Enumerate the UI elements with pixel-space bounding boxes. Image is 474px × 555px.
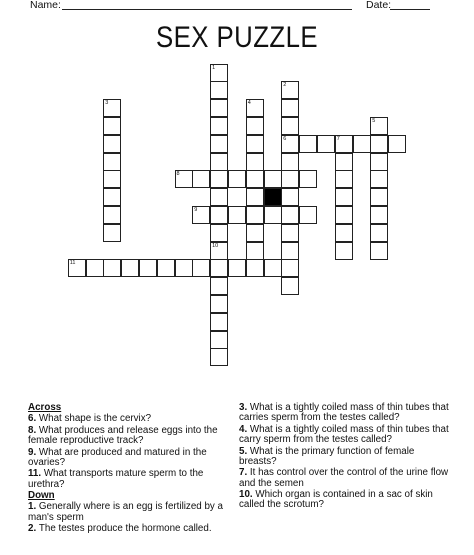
grid-cell[interactable] <box>246 117 264 135</box>
grid-cell[interactable] <box>103 153 121 171</box>
grid-cell[interactable] <box>103 259 121 277</box>
clue-item <box>239 425 451 446</box>
grid-cell[interactable] <box>353 135 371 153</box>
grid-cell[interactable] <box>192 170 210 188</box>
grid-cell[interactable] <box>210 242 228 260</box>
grid-cell[interactable] <box>139 259 157 277</box>
grid-cell[interactable] <box>210 81 228 99</box>
grid-cell[interactable] <box>246 259 264 277</box>
clue-number: 4 <box>247 100 251 107</box>
clue-number: 8 <box>176 171 180 178</box>
grid-cell[interactable] <box>281 224 299 242</box>
grid-cell[interactable] <box>68 259 86 277</box>
clue-item-text: What are produced and matured in the ovaries? <box>28 446 207 468</box>
grid-cell[interactable] <box>264 259 282 277</box>
grid-cell[interactable] <box>299 170 317 188</box>
grid-cell[interactable] <box>228 259 246 277</box>
grid-cell[interactable] <box>246 153 264 171</box>
grid-cell[interactable] <box>103 188 121 206</box>
grid-cell[interactable] <box>264 170 282 188</box>
clue-item <box>28 448 228 469</box>
grid-cell[interactable] <box>210 277 228 295</box>
grid-cell[interactable] <box>246 206 264 224</box>
grid-cell[interactable] <box>121 259 139 277</box>
grid-cell[interactable] <box>246 170 264 188</box>
clue-item-number: 9. <box>28 446 39 458</box>
clue-item-text: What is the primary function of female breasts? <box>239 445 415 467</box>
clue-number: 9 <box>194 206 198 213</box>
grid-cell[interactable] <box>246 188 264 206</box>
clue-item <box>239 403 451 424</box>
clue-item-number: 5. <box>239 445 250 457</box>
down-heading: Down <box>28 490 55 502</box>
grid-cell[interactable] <box>157 259 175 277</box>
grid-cell[interactable] <box>388 135 406 153</box>
clue-item-number: 2. <box>28 523 39 535</box>
clue-item-text: The testes produce the hormone called. <box>38 523 212 535</box>
grid-cell[interactable] <box>281 81 299 99</box>
clue-item-number: 10. <box>239 489 256 501</box>
grid-cell[interactable] <box>370 206 388 224</box>
grid-cell[interactable] <box>103 206 121 224</box>
clue-number: 3 <box>105 100 109 107</box>
name-label: Name: <box>30 0 61 11</box>
clue-item-number: 3. <box>239 402 250 413</box>
grid-cell[interactable] <box>370 224 388 242</box>
clue-item-number: 4. <box>239 423 250 435</box>
grid-cell[interactable] <box>281 277 299 295</box>
clue-item <box>28 414 228 424</box>
clue-item <box>28 426 228 447</box>
across-clue-list <box>28 414 228 490</box>
grid-cell[interactable] <box>246 135 264 153</box>
clue-item <box>239 447 451 468</box>
grid-cell[interactable] <box>335 242 353 260</box>
grid-cell[interactable] <box>210 64 228 82</box>
grid-cell[interactable] <box>335 170 353 188</box>
grid-cell[interactable] <box>192 206 210 224</box>
grid-cell[interactable] <box>246 224 264 242</box>
grid-cell[interactable] <box>210 117 228 135</box>
grid-cell[interactable] <box>228 206 246 224</box>
grid-cell[interactable] <box>175 259 193 277</box>
grid-cell[interactable] <box>210 99 228 117</box>
across-heading: Across <box>28 402 62 413</box>
clue-number: 6 <box>283 135 287 142</box>
clue-item <box>239 468 451 489</box>
grid-cell[interactable] <box>103 117 121 135</box>
grid-cell[interactable] <box>210 295 228 313</box>
puzzle-title: SEX PUZZLE <box>155 21 319 54</box>
clue-item <box>28 524 228 534</box>
grid-cell[interactable] <box>175 170 193 188</box>
grid-cell[interactable] <box>210 331 228 349</box>
grid-cell[interactable] <box>210 259 228 277</box>
grid-cell[interactable] <box>210 188 228 206</box>
grid-cell[interactable] <box>370 117 388 135</box>
grid-cell[interactable] <box>103 170 121 188</box>
grid-cell[interactable] <box>281 206 299 224</box>
clue-number: 1 <box>212 64 216 71</box>
clue-item-number: 6. <box>28 413 39 425</box>
grid-cell[interactable] <box>370 188 388 206</box>
grid-cell[interactable] <box>281 153 299 171</box>
clues-left-column <box>28 403 228 536</box>
grid-cell[interactable] <box>210 206 228 224</box>
grid-cell[interactable] <box>86 259 104 277</box>
grid-cell[interactable] <box>335 206 353 224</box>
clue-item-text: What shape is the cervix? <box>38 413 152 425</box>
black-grid-cell <box>264 188 282 206</box>
grid-cell[interactable] <box>228 170 246 188</box>
grid-cell[interactable] <box>335 135 353 153</box>
grid-cell[interactable] <box>299 206 317 224</box>
clue-item <box>28 469 228 490</box>
down-clue-list-right <box>239 403 451 511</box>
clue-number: 11 <box>69 260 76 267</box>
grid-cell[interactable] <box>210 348 228 366</box>
grid-cell[interactable] <box>246 99 264 117</box>
grid-cell[interactable] <box>281 135 299 153</box>
grid-cell[interactable] <box>210 153 228 171</box>
grid-cell[interactable] <box>210 170 228 188</box>
clue-item-number: 7. <box>239 467 250 479</box>
clue-number: 2 <box>283 82 287 89</box>
grid-cell[interactable] <box>335 153 353 171</box>
grid-cell[interactable] <box>281 99 299 117</box>
clue-item-number: 11. <box>28 468 44 480</box>
clue-item <box>28 502 228 523</box>
grid-cell[interactable] <box>210 135 228 153</box>
grid-cell[interactable] <box>281 188 299 206</box>
clue-item-text: Generally where is an egg is fertilized by a man's sperm <box>28 501 223 523</box>
grid-cell[interactable] <box>281 170 299 188</box>
grid-cell[interactable] <box>103 224 121 242</box>
clue-item <box>239 490 451 511</box>
clue-item-text: What transports mature sperm to the urethra? <box>28 468 204 490</box>
clue-item-text: Which organ is contained in a sac of skin called the scrotum? <box>239 489 433 511</box>
clue-item-text: What produces and release eggs into the female reproductive track? <box>28 424 218 447</box>
grid-cell[interactable] <box>370 135 388 153</box>
grid-cell[interactable] <box>335 224 353 242</box>
down-clue-list-left <box>28 502 228 534</box>
grid-cell[interactable] <box>103 135 121 153</box>
grid-cell[interactable] <box>192 259 210 277</box>
grid-cell[interactable] <box>210 313 228 331</box>
clue-number: 5 <box>372 117 376 124</box>
grid-cell[interactable] <box>370 242 388 260</box>
clue-item-text: It has control over the control of the urine flow and the semen <box>239 467 449 489</box>
clues-right-column <box>239 403 451 512</box>
grid-cell[interactable] <box>335 188 353 206</box>
grid-cell[interactable] <box>264 206 282 224</box>
grid-cell[interactable] <box>210 224 228 242</box>
grid-cell[interactable] <box>281 259 299 277</box>
clue-number: 7 <box>336 135 340 142</box>
grid-cell[interactable] <box>246 242 264 260</box>
grid-cell[interactable] <box>281 117 299 135</box>
grid-cell[interactable] <box>299 135 317 153</box>
clue-item-text: What is a tightly coiled mass of thin tubes that carry sperm from the testes called? <box>239 423 449 446</box>
clue-item-text: What is a tightly coiled mass of thin tubes that carries sperm from the testes called? <box>239 402 449 424</box>
clue-number: 10 <box>212 242 219 249</box>
grid-cell[interactable] <box>317 135 335 153</box>
date-label: Date: <box>366 0 392 11</box>
grid-cell[interactable] <box>103 99 121 117</box>
clue-item-number: 8. <box>28 424 39 436</box>
clue-item-number: 1. <box>28 501 39 513</box>
grid-cell[interactable] <box>281 242 299 260</box>
grid-cell[interactable] <box>370 153 388 171</box>
grid-cell[interactable] <box>370 170 388 188</box>
